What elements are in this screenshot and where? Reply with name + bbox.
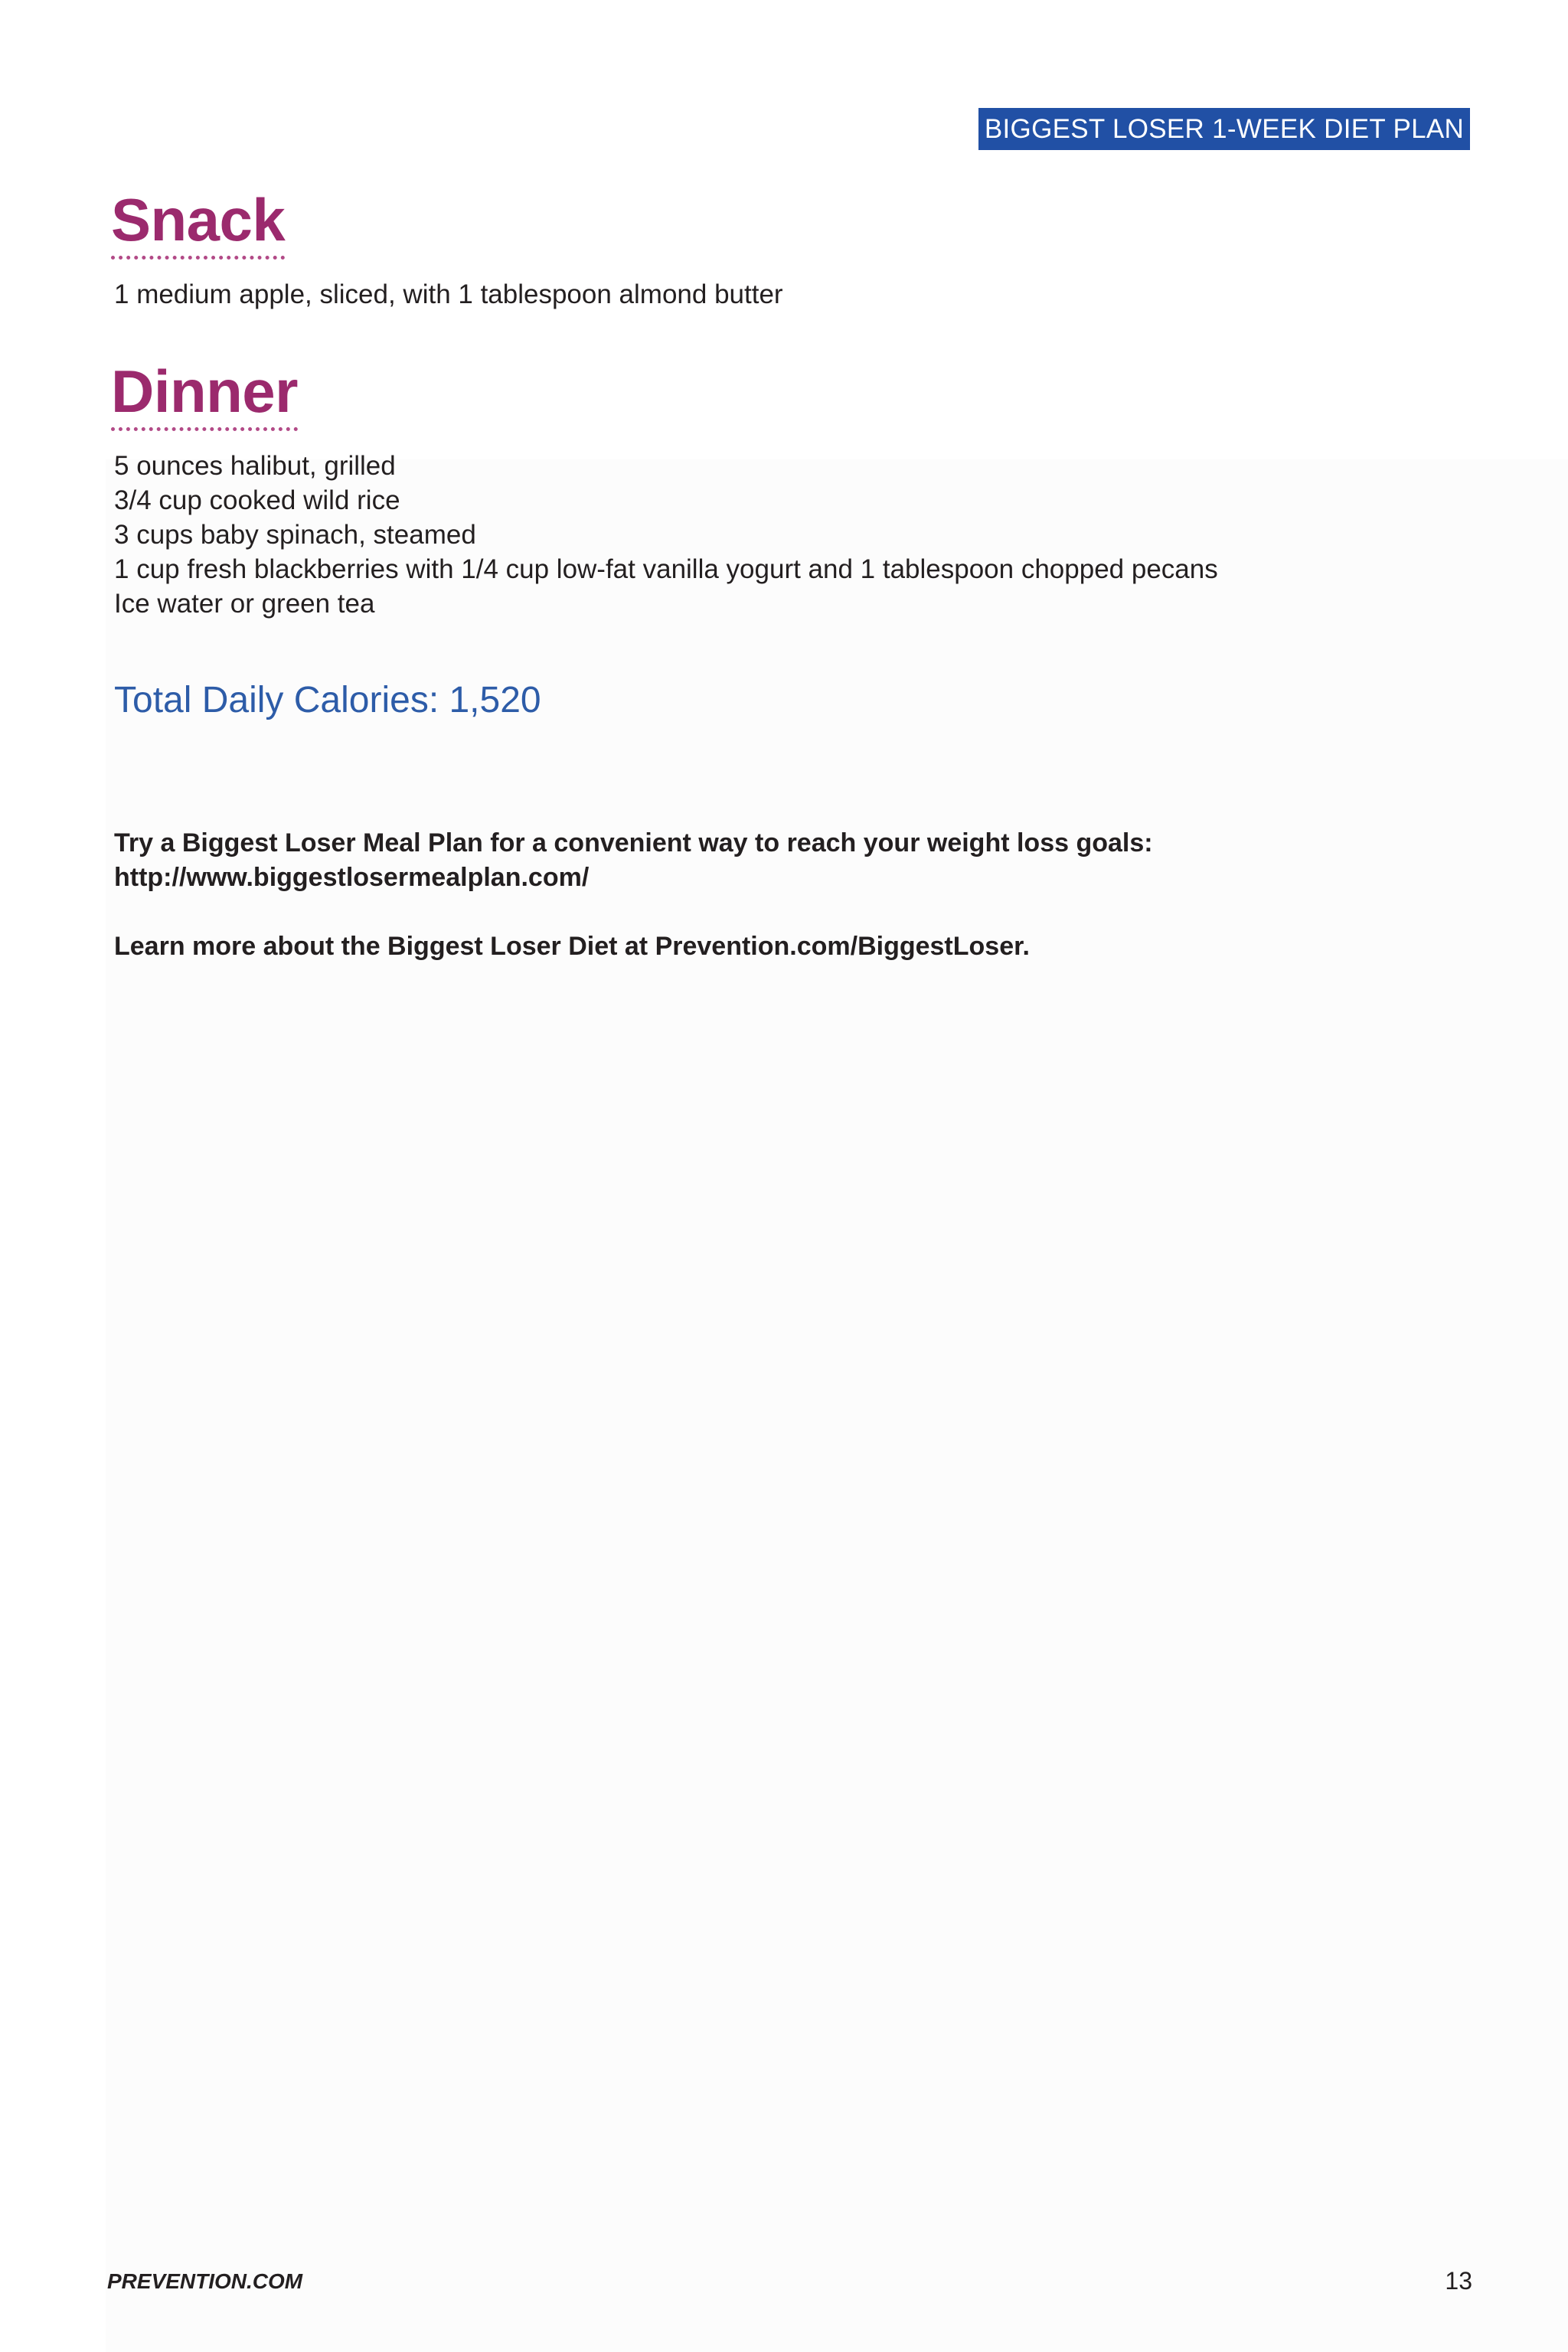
dinner-list <box>114 449 1218 621</box>
meal-plan-promo: Try a Biggest Loser Meal Plan for a convenient way to reach your weight loss goals: <box>114 828 1153 858</box>
page-background <box>106 459 1568 2352</box>
page-number: 13 <box>1445 2267 1472 2295</box>
snack-item: 1 medium apple, sliced, with 1 tablespoon almond butter <box>114 279 783 309</box>
meal-plan-link[interactable]: http://www.biggestlosermealplan.com/ <box>114 863 590 892</box>
dinner-item: 3/4 cup cooked wild rice <box>114 485 400 515</box>
dinner-item: 5 ounces halibut, grilled <box>114 451 396 481</box>
footer-brand: PREVENTION.COM <box>107 2269 303 2293</box>
learn-more-text: Learn more about the Biggest Loser Diet at Prevention.com/BiggestLoser. <box>114 932 1030 961</box>
dinner-item: 1 cup fresh blackberries with 1/4 cup low-fat vanilla yogurt and 1 tablespoon chopped pecans <box>114 554 1218 584</box>
dinner-heading: Dinner <box>111 361 298 431</box>
dinner-item: 3 cups baby spinach, steamed <box>114 520 476 550</box>
header-banner: BIGGEST LOSER 1-WEEK DIET PLAN <box>978 108 1470 150</box>
dinner-item: Ice water or green tea <box>114 589 375 619</box>
total-calories: Total Daily Calories: 1,520 <box>114 680 541 720</box>
snack-heading: Snack <box>111 190 285 260</box>
